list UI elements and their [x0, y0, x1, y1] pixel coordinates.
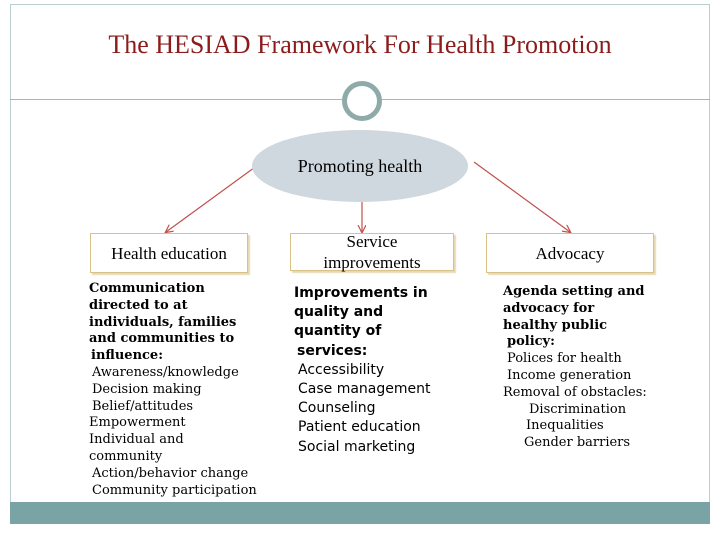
promoting-health-label: Promoting health: [297, 155, 423, 176]
detail-heading-line: directed to at: [89, 297, 188, 313]
service-improvements-details: [294, 284, 431, 457]
slide-title: The HESIAD Framework For Health Promotion: [108, 30, 612, 59]
detail-item: Removal of obstacles:: [503, 384, 647, 400]
detail-item: Empowerment: [89, 415, 186, 431]
promoting-health-node: [252, 130, 468, 202]
detail-item: Awareness/knowledge: [92, 364, 239, 380]
detail-heading-line: services:: [297, 342, 368, 359]
detail-heading-line: Communication: [89, 281, 205, 296]
advocacy-details: [503, 284, 647, 452]
detail-heading-line: Improvements in: [294, 285, 428, 301]
detail-item: Polices for health: [507, 351, 622, 367]
detail-heading-line: healthy public: [503, 317, 608, 333]
detail-heading-line: Agenda setting and: [503, 284, 645, 299]
health-education-box: [90, 233, 248, 273]
arrow-to-health-education: [166, 162, 262, 232]
detail-heading-line: quantity of: [294, 323, 382, 340]
detail-item: Patient education: [298, 419, 421, 436]
detail-heading-line: individuals, families: [89, 314, 237, 330]
footer-bar: [10, 502, 710, 524]
detail-item: Income generation: [507, 367, 632, 383]
detail-heading-line: quality and: [294, 304, 384, 321]
detail-heading-line: influence:: [91, 348, 164, 364]
detail-heading-line: and communities to: [89, 331, 235, 347]
detail-item: Inequalities: [526, 418, 604, 434]
service-improvements-box: [290, 233, 454, 271]
arrow-to-advocacy: [474, 162, 570, 232]
detail-item: Individual and: [89, 432, 184, 448]
health-education-heading: Health education: [111, 243, 227, 263]
detail-item: community: [89, 448, 163, 464]
detail-item: Belief/attitudes: [92, 398, 194, 414]
detail-item: Action/behavior change: [92, 465, 249, 481]
detail-item: Case management: [298, 381, 431, 398]
detail-heading-line: policy:: [507, 334, 555, 350]
detail-item: Social marketing: [298, 438, 416, 455]
detail-item: Decision making: [92, 381, 202, 397]
advocacy-box: [486, 233, 654, 273]
detail-heading-line: advocacy for: [503, 300, 595, 316]
detail-item: Discrimination: [529, 401, 627, 417]
service-improvements-heading: Service improvements: [323, 232, 421, 272]
detail-item: Community participation: [92, 482, 257, 498]
detail-item: Counseling: [298, 400, 376, 417]
health-education-details: [89, 281, 257, 499]
advocacy-heading: Advocacy: [535, 243, 605, 263]
detail-item: Gender barriers: [524, 435, 631, 451]
detail-item: Accessibility: [298, 361, 385, 378]
